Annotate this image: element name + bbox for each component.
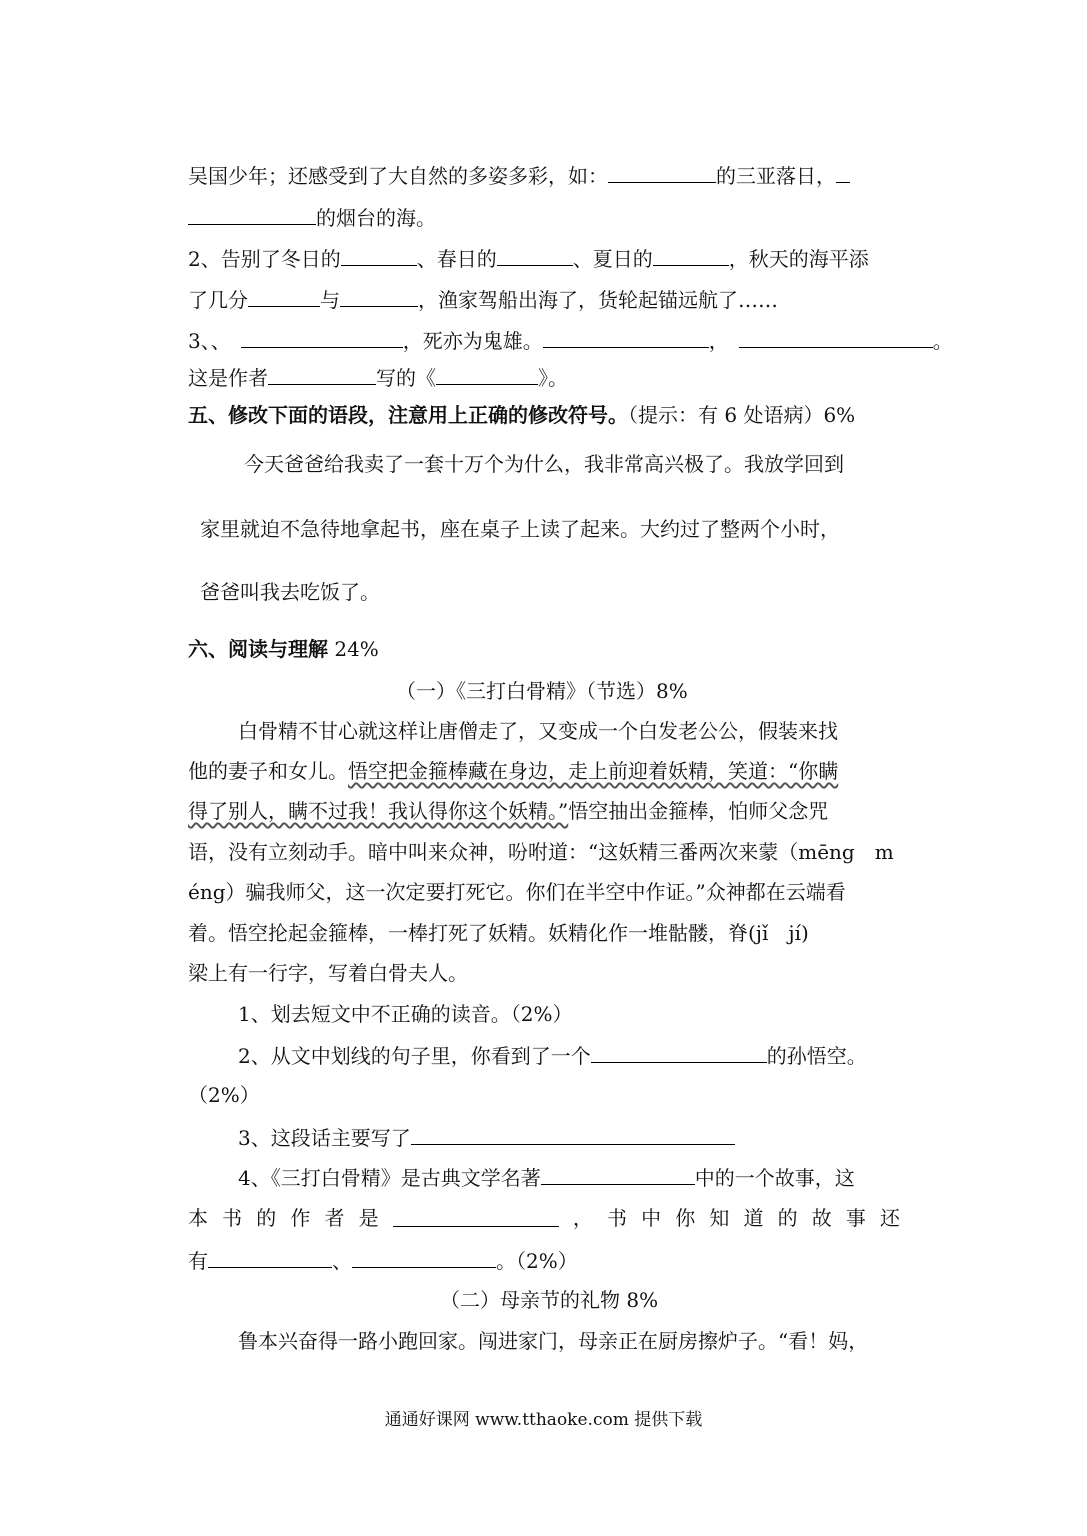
reading-1-question-1: 1、划去短文中不正确的读音。（2%）	[238, 1002, 573, 1026]
reading-1-question-4-line-2: 本 书 的 作 者 是 ， 书 中 你 知 道 的 故 事 还	[188, 1206, 900, 1230]
reading-1-title: （一）《三打白骨精》（节选）8%	[396, 679, 688, 703]
reading-1-line-2: 他的妻子和女儿。悟空把金箍棒藏在身边，走上前迎着妖精，笑道：“你瞒	[188, 759, 839, 783]
blank-poem-2[interactable]	[543, 325, 709, 348]
reading-1-line-3: 得了别人，瞒不过我！我认得你这个妖精。”悟空抽出金箍棒，怕师父念咒	[188, 799, 829, 823]
blank-yantai-start[interactable]	[836, 160, 850, 183]
blank-book-author[interactable]	[393, 1204, 559, 1227]
fill-line-1: 吴国少年；还感受到了大自然的多姿多彩，如： 的三亚落日，	[188, 160, 850, 190]
reading-1-line-6: 着。悟空抡起金箍棒，一棒打死了妖精。妖精化作一堆骷髅，脊(jǐ jí)	[188, 921, 809, 945]
blank-yantai[interactable]	[188, 202, 316, 225]
reading-1-question-4-line-1: 4、《三打白骨精》是古典文学名著 中的一个故事，这	[238, 1162, 855, 1192]
section-5-paragraph-line-3: 爸爸叫我去吃饭了。	[200, 580, 380, 604]
question-2-line-2: 了几分 与 ，渔家驾船出海了，货轮起锚远航了……	[188, 284, 778, 314]
fill-line-2: 的烟台的海。	[188, 202, 436, 232]
blank-poem-1[interactable]	[241, 325, 403, 348]
reading-1-question-4-line-3: 有 、 。（2%）	[188, 1245, 578, 1275]
wavy-underlined-sentence-cont: 得了别人，瞒不过我！我认得你这个妖精。”	[188, 799, 569, 823]
reading-2-title: （二）母亲节的礼物 8%	[440, 1288, 659, 1312]
reading-1-line-7: 梁上有一行字，写着白骨夫人。	[188, 961, 468, 985]
page-footer: 通通好课网 www.tthaoke.com 提供下载	[384, 1410, 703, 1430]
blank-sanya[interactable]	[608, 160, 716, 183]
blank-spring[interactable]	[497, 243, 573, 266]
reading-1-line-5: éng）骗我师父，这一次定要打死它。你们在半空中作证。”众神都在云端看	[188, 880, 846, 904]
question-3-line-2: 这是作者 写的《 》。	[188, 362, 568, 392]
reading-1-line-4: 语，没有立刻动手。暗中叫来众神，吩咐道：“这妖精三番两次来蒙（mēng m	[188, 840, 894, 864]
blank-main-idea[interactable]	[411, 1122, 735, 1145]
blank-summer[interactable]	[653, 243, 729, 266]
blank-story-2[interactable]	[352, 1245, 496, 1268]
section-5-paragraph-line-1: 今天爸爸给我卖了一套十万个为什么，我非常高兴极了。我放学回到	[244, 452, 844, 476]
reading-1-question-2: 2、从文中划线的句子里，你看到了一个 的孙悟空。	[238, 1040, 867, 1070]
question-3-line-1: 3、、 ，死亦为鬼雄。 ， 。	[188, 325, 953, 355]
blank-author[interactable]	[268, 362, 376, 385]
section-5-paragraph-line-2: 家里就迫不急待地拿起书，座在桌子上读了起来。大约过了整两个小时，	[200, 517, 840, 541]
blank-autumn-2[interactable]	[340, 284, 418, 307]
blank-poem-title[interactable]	[436, 362, 538, 385]
blank-classic-novel[interactable]	[541, 1162, 695, 1185]
question-2-line-1: 2、告别了冬日的 、春日的 、夏日的 ，秋天的海平添	[188, 243, 869, 273]
blank-wukong-trait[interactable]	[591, 1040, 767, 1063]
blank-poem-3[interactable]	[739, 325, 933, 348]
reading-1-question-2-score: （2%）	[188, 1083, 260, 1107]
reading-1-line-1: 白骨精不甘心就这样让唐僧走了，又变成一个白发老公公，假装来找	[238, 719, 838, 743]
blank-winter[interactable]	[341, 243, 417, 266]
reading-1-question-3: 3、这段话主要写了	[238, 1122, 735, 1152]
blank-autumn-1[interactable]	[248, 284, 320, 307]
reading-2-line-1: 鲁本兴奋得一路小跑回家。闯进家门，母亲正在厨房擦炉子。“看！妈，	[238, 1329, 869, 1353]
wavy-underlined-sentence: 悟空把金箍棒藏在身边，走上前迎着妖精，笑道：“你瞒	[348, 759, 839, 783]
section-5-heading: 五、修改下面的语段，注意用上正确的修改符号。（提示：有 6 处语病）6%	[188, 403, 856, 427]
section-6-heading: 六、阅读与理解 24%	[188, 637, 379, 661]
blank-story-1[interactable]	[208, 1245, 332, 1268]
